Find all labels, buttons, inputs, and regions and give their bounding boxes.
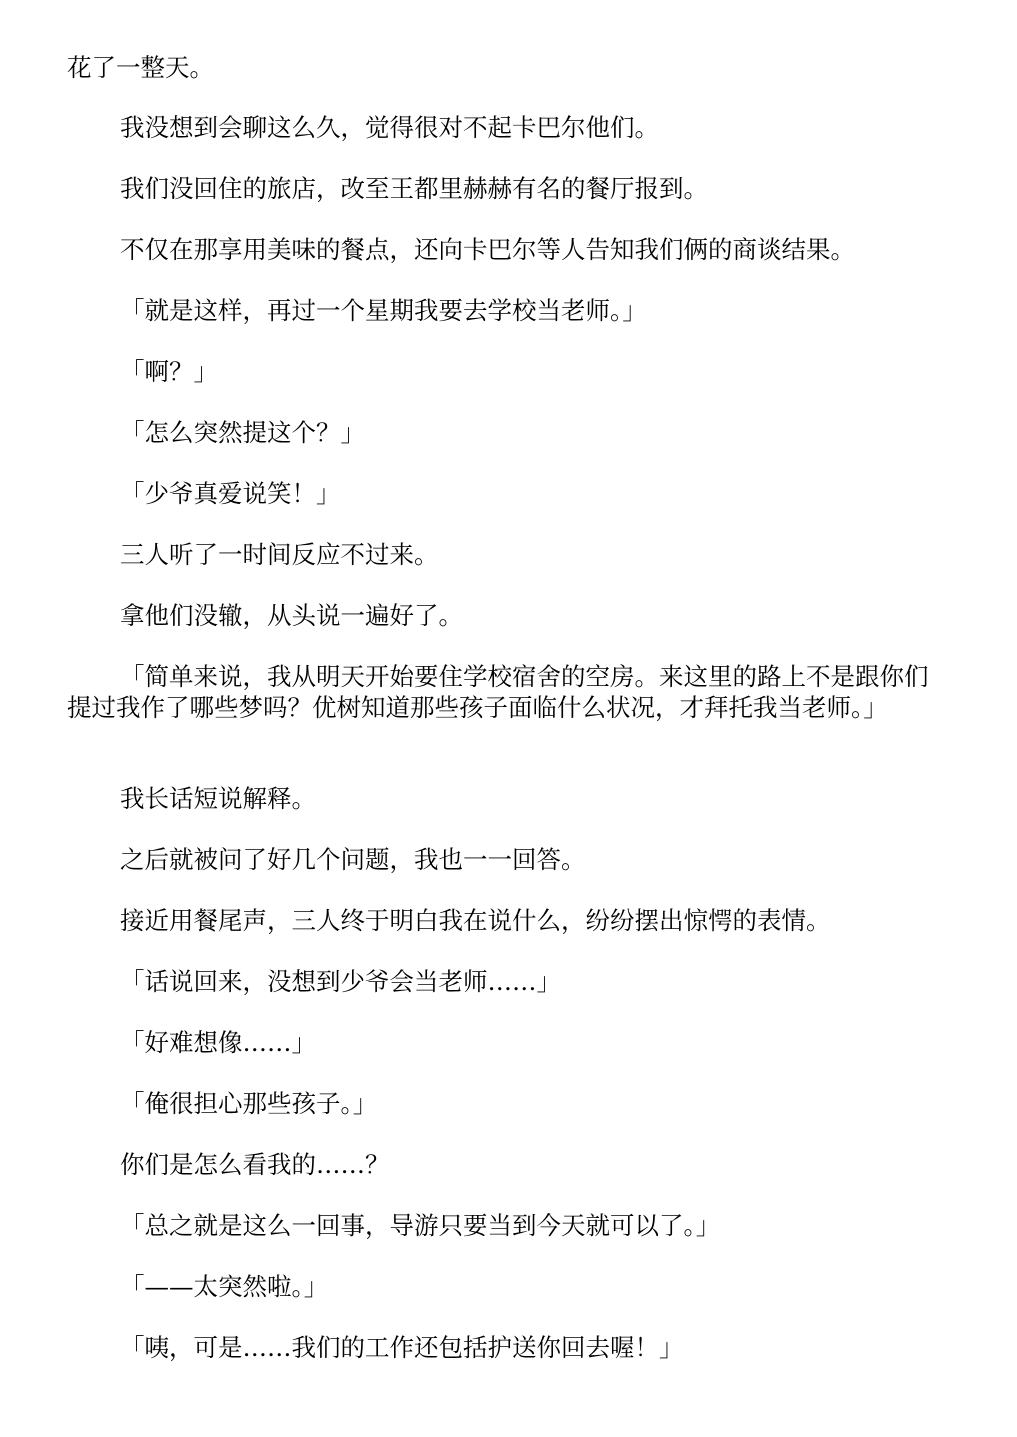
paragraph-2: 我没想到会聊这么久，觉得很对不起卡巴尔他们。 bbox=[120, 113, 659, 142]
paragraph-1: 花了一整天。 bbox=[67, 53, 214, 82]
paragraph-9: 三人听了一时间反应不过来。 bbox=[120, 540, 439, 569]
paragraph-3: 我们没回住的旅店，改至王都里赫赫有名的餐厅报到。 bbox=[120, 174, 708, 203]
paragraph-10: 拿他们没辙，从头说一遍好了。 bbox=[120, 601, 463, 630]
paragraph-19: 「总之就是这么一回事，导游只要当到今天就可以了。」 bbox=[120, 1211, 721, 1240]
paragraph-4: 不仅在那享用美味的餐点，还向卡巴尔等人告知我们俩的商谈结果。 bbox=[120, 235, 855, 264]
paragraph-14: 接近用餐尾声，三人终于明白我在说什么，纷纷摆出惊愕的表情。 bbox=[120, 906, 831, 935]
paragraph-13: 之后就被问了好几个问题，我也一一回答。 bbox=[120, 845, 586, 874]
paragraph-6: 「啊？」 bbox=[120, 357, 218, 386]
paragraph-5: 「就是这样，再过一个星期我要去学校当老师。」 bbox=[120, 296, 647, 325]
paragraph-20: 「——太突然啦。」 bbox=[120, 1272, 329, 1301]
paragraph-8: 「少爷真爱说笑！」 bbox=[120, 479, 341, 508]
paragraph-16: 「好难想像……」 bbox=[120, 1028, 316, 1057]
paragraph-7: 「怎么突然提这个？」 bbox=[120, 418, 365, 447]
paragraph-12: 我长话短说解释。 bbox=[120, 784, 316, 813]
paragraph-15: 「话说回来，没想到少爷会当老师……」 bbox=[120, 967, 561, 996]
paragraph-18: 你们是怎么看我的……？ bbox=[120, 1150, 390, 1179]
paragraph-21: 「咦，可是……我们的工作还包括护送你回去喔！」 bbox=[120, 1333, 684, 1362]
paragraph-11: 「简单来说，我从明天开始要住学校宿舍的空房。来这里的路上不是跟你们提过我作了哪些梦吗？优树知道那些孩子面临什么状况，才拜托我当老师。」 bbox=[67, 662, 929, 722]
paragraph-17: 「俺很担心那些孩子。」 bbox=[120, 1089, 378, 1118]
